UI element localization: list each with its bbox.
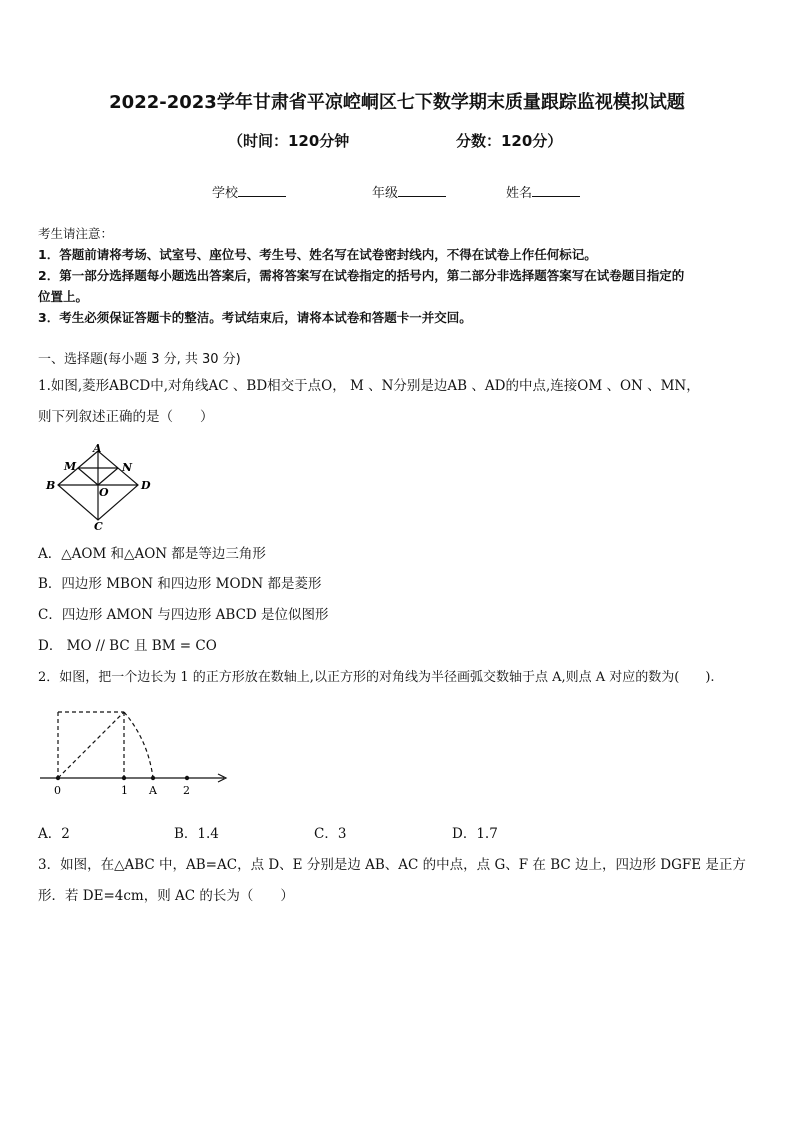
exam-score: 分数：120分） (456, 132, 563, 150)
section-heading: 一、选择题(每小题 3 分, 共 30 分) (38, 352, 241, 367)
rhombus-figure (40, 440, 160, 532)
q3-stem-line1: 3．如图，在△ABC 中，AB=AC，点 D、E 分别是边 AB、AC 的中点，点 G、F 在 BC 边上，四边形 DGFE 是正方 (38, 857, 746, 873)
segment-on (98, 468, 118, 485)
point-a (151, 776, 155, 780)
q1-option-a[interactable]: A．△AOM 和△AON 都是等边三角形 (38, 546, 266, 562)
tick-label-2: 2 (183, 784, 190, 797)
grade-blank[interactable] (398, 184, 446, 197)
q1-stem-line1: 1.如图,菱形ABCD中,对角线AC 、BD相交于点O， M 、N分别是边AB 、AD的中点,连接OM 、ON 、MN， (38, 378, 700, 394)
arc (124, 712, 153, 778)
label-o: O (99, 486, 109, 499)
number-line-figure (38, 700, 234, 800)
grade-field[interactable] (372, 182, 446, 201)
q2-option-d[interactable]: D．1.7 (452, 826, 498, 842)
q2-option-b[interactable]: B．1.4 (174, 826, 219, 842)
q1-stem-line2: 则下列叙述正确的是（ ） (38, 409, 214, 425)
school-blank[interactable] (238, 184, 286, 197)
q2-option-c[interactable]: C．3 (314, 826, 347, 842)
q1-option-d[interactable]: D． MO // BC 且 BM = CO (38, 638, 217, 654)
tick-label-a: A (149, 784, 157, 797)
point-0 (56, 776, 60, 780)
label-n: N (122, 461, 133, 474)
q2-stem: 2．如图，把一个边长为 1 的正方形放在数轴上,以正方形的对角线为半径画弧交数轴于点 A,则点 A 对应的数为( ). (38, 670, 715, 685)
label-b: B (46, 479, 56, 492)
label-d: D (141, 479, 151, 492)
school-field[interactable] (212, 182, 286, 201)
label-c: C (94, 520, 103, 532)
notice-item-2-cont: 位置上。 (38, 289, 89, 304)
tick-label-1: 1 (121, 784, 128, 797)
square-diagonal (58, 712, 124, 778)
tick-label-0: 0 (54, 784, 61, 797)
grade-label: 年级 (372, 186, 399, 201)
segment-om (78, 468, 98, 485)
name-label: 姓名 (506, 186, 533, 201)
label-m: M (64, 460, 77, 473)
name-blank[interactable] (532, 184, 580, 197)
q2-option-a[interactable]: A．2 (38, 826, 70, 842)
exam-time: （时间：120分钟 (228, 132, 350, 150)
q3-stem-line2: 形．若 DE=4cm，则 AC 的长为（ ） (38, 888, 294, 904)
notice-item-1: 1．答题前请将考场、试室号、座位号、考生号、姓名写在试卷密封线内，不得在试卷上作任何标记。 (38, 247, 597, 262)
name-field[interactable] (506, 182, 580, 201)
q1-option-b[interactable]: B．四边形 MBON 和四边形 MODN 都是菱形 (38, 576, 322, 592)
notice-item-2: 2．第一部分选择题每小题选出答案后，需将答案写在试卷指定的括号内，第二部分非选择题答案写在试卷题目指定的 (38, 268, 685, 283)
page-title: 2022-2023学年甘肃省平凉崆峒区七下数学期末质量跟踪监视模拟试题 (109, 92, 685, 113)
label-a: A (93, 442, 102, 455)
school-label: 学校 (212, 186, 239, 201)
q1-option-c[interactable]: C．四边形 AMON 与四边形 ABCD 是位似图形 (38, 607, 329, 623)
point-2 (185, 776, 189, 780)
notice-item-3: 3．考生必须保证答题卡的整洁。考试结束后，请将本试卷和答题卡一并交回。 (38, 310, 472, 325)
notice-heading: 考生请注意： (38, 226, 114, 241)
point-1 (122, 776, 126, 780)
